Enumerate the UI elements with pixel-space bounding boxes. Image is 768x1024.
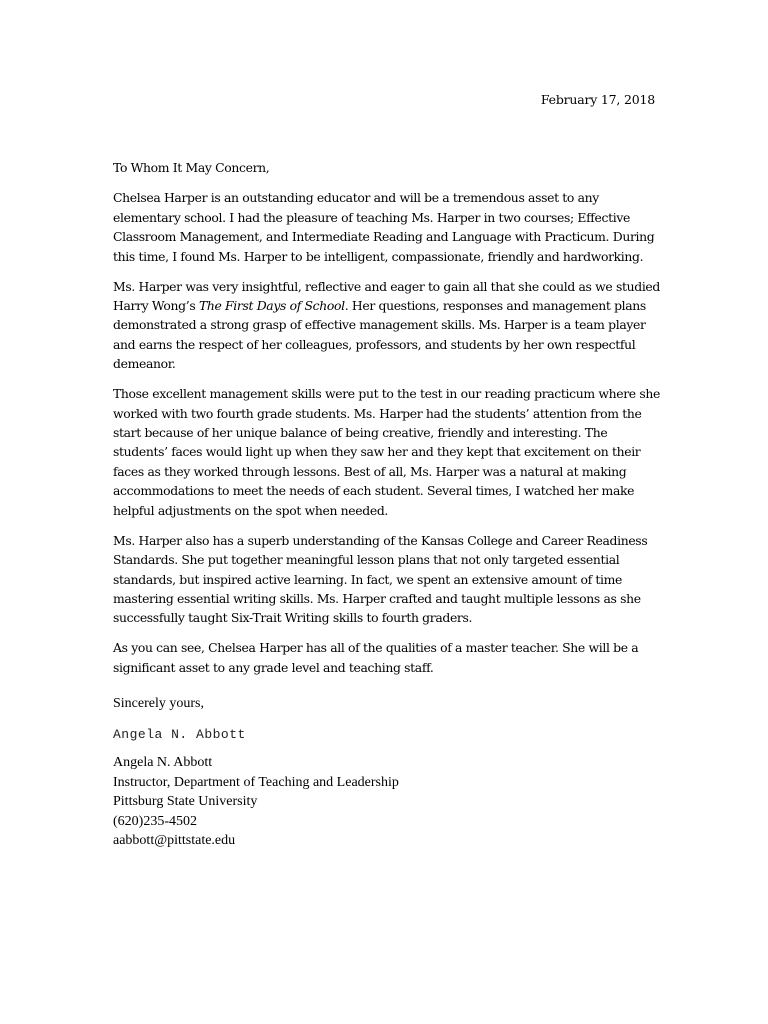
closing: Sincerely yours, [113, 696, 204, 711]
contact-name: Angela N. Abbott [113, 755, 213, 770]
paragraph-5: As you can see, Chelsea Harper has all of the qualities of a master teacher. She will be a significant asset to any grade level and teaching staff. [113, 640, 639, 675]
letter-date: February 17, 2018 [540, 92, 655, 107]
contact-title: Instructor, Department of Teaching and Leadership [113, 774, 399, 790]
letter-body [113, 158, 663, 688]
signature: Angela N. Abbott [113, 727, 246, 742]
contact-block [113, 753, 399, 851]
contact-email: aabbott@pittstate.edu [113, 833, 236, 849]
paragraph-2 [113, 277, 663, 374]
contact-institution: Pittsburg State University [113, 794, 258, 810]
book-title: The First Days of School. [198, 298, 349, 314]
paragraph-2-text-after: Her questions, responses and management plans demonstrated a strong grasp of effective management skills. Ms. Harper is a team player and earns the respect of her colleagues, professors, and students by her own respectful demeanor. [113, 298, 646, 372]
salutation: To Whom It May Concern, [113, 160, 270, 175]
paragraph-2-text-before: Ms. Harper was very insightful, reflective and eager to gain all that she could as we studied Harry Wong’s [113, 278, 660, 314]
contact-phone: (620)235-4502 [113, 813, 197, 829]
paragraph-4: Ms. Harper also has a superb understanding of the Kansas College and Career Readiness Standards. She put together meaningful lesson plans that not only targeted essential standards, but inspired active learning. In fact, we spent an extensive amount of time mastering essential writing skills. Ms. Harper crafted and taught multiple lessons as she successfully taught Six-Trait Writing skills to fourth graders. [113, 532, 648, 626]
paragraph-3: Those excellent management skills were put to the test in our reading practicum where she worked with two fourth grade students. Ms. Harper had the students’ attention from the start because of her unique balance of being creative, friendly and interesting. The students’ faces would light up when they saw her and they kept that excitement on their faces as they worked through lessons. Best of all, Ms. Harper was a natural at making accommodations to meet the needs of each student. Several times, I watched her make helpful adjustments on the spot when needed. [113, 386, 660, 518]
paragraph-1: Chelsea Harper is an outstanding educator and will be a tremendous asset to any elementary school. I had the pleasure of teaching Ms. Harper in two courses; Effective Classroom Management, and Intermediate Reading and Language with Practicum. During this time, I found Ms. Harper to be intelligent, compassionate, friendly and hardworking. [113, 190, 655, 264]
